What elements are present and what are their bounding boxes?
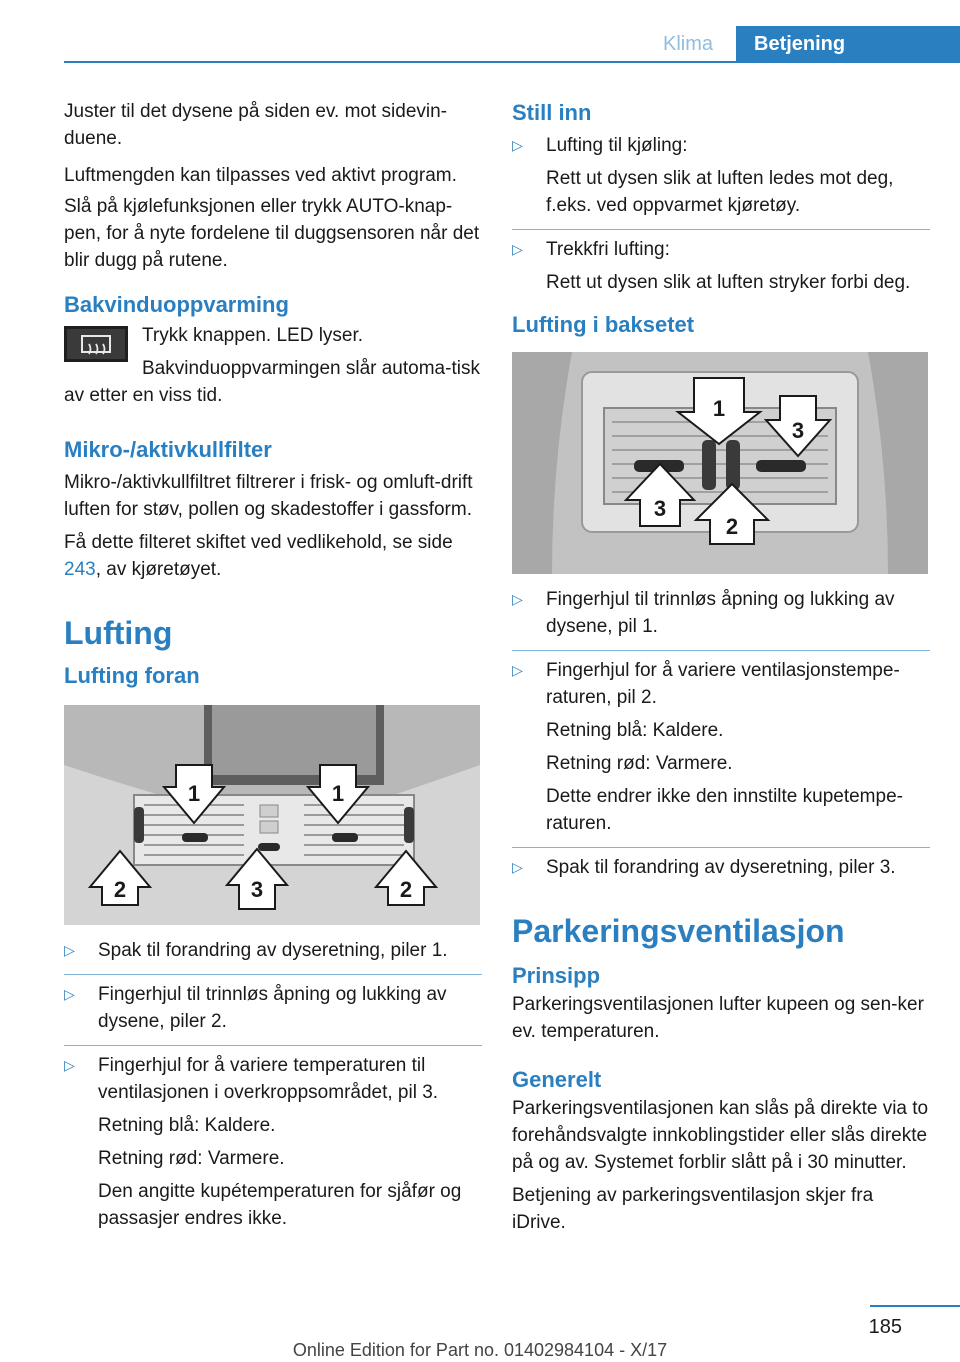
figure-label: 3 — [653, 496, 667, 521]
item-text: Den angitte kupétemperaturen for sjåfør og passasjer endres ikke. — [98, 1181, 462, 1229]
page-header — [0, 0, 960, 62]
item-text: Rett ut dysen slik at luften ledes mot deg, f.eks. ved oppvarmet kjøretøy. — [546, 168, 894, 216]
header-rule — [64, 61, 960, 63]
list-item — [512, 132, 930, 229]
triangle-bullet-icon: ▷ — [512, 137, 523, 153]
front-vent-list — [64, 937, 482, 1232]
figure-label: 1 — [331, 781, 345, 806]
triangle-bullet-icon: ▷ — [512, 591, 523, 607]
heading-lufting-foran: Lufting foran — [64, 663, 200, 688]
figure-label: 3 — [250, 877, 264, 902]
list-item — [512, 586, 930, 650]
paragraph: Parkeringsventilasjonen kan slås på direkte via to forehåndsvalgte innkoblingstider eller slås direkte på og av. Systemet forblir slått på i 30 minutter. — [512, 1098, 929, 1173]
paragraph: Trykk knappen. LED lyser. — [142, 325, 364, 346]
paragraph: Slå på kjølefunksjonen eller trykk AUTO-knap-pen, for å nyte fordelene til duggsensoren når det blir dugg på rutene. — [64, 196, 480, 271]
page-number: 185 — [868, 1316, 902, 1338]
heading-lufting: Lufting — [64, 615, 173, 651]
item-text: Retning rød: Varmere. — [98, 1148, 285, 1169]
item-text: Fingerhjul for å variere ventilasjonstempe-raturen, pil 2. — [546, 660, 900, 708]
figure-label: 2 — [725, 514, 739, 539]
heading-bakvinduoppvarming: Bakvinduoppvarming — [64, 292, 289, 317]
paragraph: Mikro-/aktivkullfiltret filtrerer i frisk- og omluft-drift luften for støv, pollen og skadestoffer i gassform. — [64, 472, 473, 520]
list-item — [512, 650, 930, 847]
figure-label: 3 — [791, 418, 805, 443]
item-text: Fingerhjul til trinnløs åpning og lukking av dysene, pil 1. — [546, 589, 895, 637]
item-text: Spak til forandring av dyseretning, piler 1. — [98, 940, 448, 961]
item-text: Retning blå: Kaldere. — [98, 1115, 276, 1136]
item-text: Dette endrer ikke den innstilte kupetempe-raturen. — [546, 786, 903, 834]
item-text: Rett ut dysen slik at luften stryker forbi deg. — [546, 272, 911, 293]
rear-vent-figure — [512, 352, 928, 574]
rear-vent-list — [512, 586, 930, 881]
footer-text: Online Edition for Part no. 01402984104 - X/17 — [292, 1340, 668, 1360]
bakvindu-section — [64, 322, 482, 409]
item-text: Retning rød: Varmere. — [546, 753, 733, 774]
heading-still-inn: Still inn — [512, 100, 592, 125]
figure-label: 2 — [399, 877, 413, 902]
paragraph: Juster til det dysene på siden ev. mot sidevin-duene. — [64, 101, 448, 149]
still-inn-list — [512, 132, 930, 296]
paragraph: Luftmengden kan tilpasses ved aktivt program. — [64, 165, 457, 186]
list-item — [64, 1045, 482, 1232]
list-item — [64, 974, 482, 1045]
heading-mikrofilter: Mikro-/aktivkullfilter — [64, 437, 272, 462]
tab-betjening[interactable]: Betjening — [736, 26, 960, 62]
footer-rule — [870, 1305, 960, 1307]
front-vent-figure — [64, 705, 480, 925]
triangle-bullet-icon: ▷ — [64, 1057, 75, 1073]
paragraph-with-link — [64, 529, 482, 583]
right-column — [512, 98, 930, 1246]
heading-generelt: Generelt — [512, 1067, 602, 1092]
rear-defrost-button-icon — [64, 326, 128, 362]
item-text: Lufting til kjøling: — [546, 135, 688, 156]
triangle-bullet-icon: ▷ — [64, 942, 75, 958]
triangle-bullet-icon: ▷ — [64, 986, 75, 1002]
paragraph: Bakvinduoppvarmingen slår automa-tisk av etter en viss tid. — [64, 358, 480, 406]
triangle-bullet-icon: ▷ — [512, 241, 523, 257]
figure-label: 1 — [712, 396, 726, 421]
triangle-bullet-icon: ▷ — [512, 662, 523, 678]
item-text: Retning blå: Kaldere. — [546, 720, 724, 741]
list-item — [512, 847, 930, 881]
paragraph: Betjening av parkeringsventilasjon skjer fra iDrive. — [512, 1185, 874, 1233]
left-column — [64, 98, 482, 1238]
figure-label: 2 — [113, 877, 127, 902]
item-text: Fingerhjul for å variere temperaturen til ventilasjonen i overkroppsområdet, pil 3. — [98, 1055, 439, 1103]
list-item — [512, 229, 930, 296]
item-text: Spak til forandring av dyseretning, piler 3. — [546, 857, 896, 878]
heading-parkeringsventilasjon: Parkeringsventilasjon — [512, 913, 845, 949]
triangle-bullet-icon: ▷ — [512, 859, 523, 875]
text: , av kjøretøyet. — [95, 559, 222, 580]
figure-label: 1 — [187, 781, 201, 806]
tab-klima[interactable]: Klima — [662, 33, 713, 55]
text: Få dette filteret skiftet ved vedlikehold, se side — [64, 532, 453, 553]
item-text: Fingerhjul til trinnløs åpning og lukking av dysene, piler 2. — [98, 984, 447, 1032]
heading-prinsipp: Prinsipp — [512, 963, 601, 988]
list-item — [64, 937, 482, 974]
page-link[interactable]: 243 — [64, 559, 96, 580]
item-text: Trekkfri lufting: — [546, 239, 670, 260]
paragraph: Parkeringsventilasjonen lufter kupeen og sen-ker ev. temperaturen. — [512, 994, 924, 1042]
heading-lufting-baksetet: Lufting i baksetet — [512, 312, 695, 337]
